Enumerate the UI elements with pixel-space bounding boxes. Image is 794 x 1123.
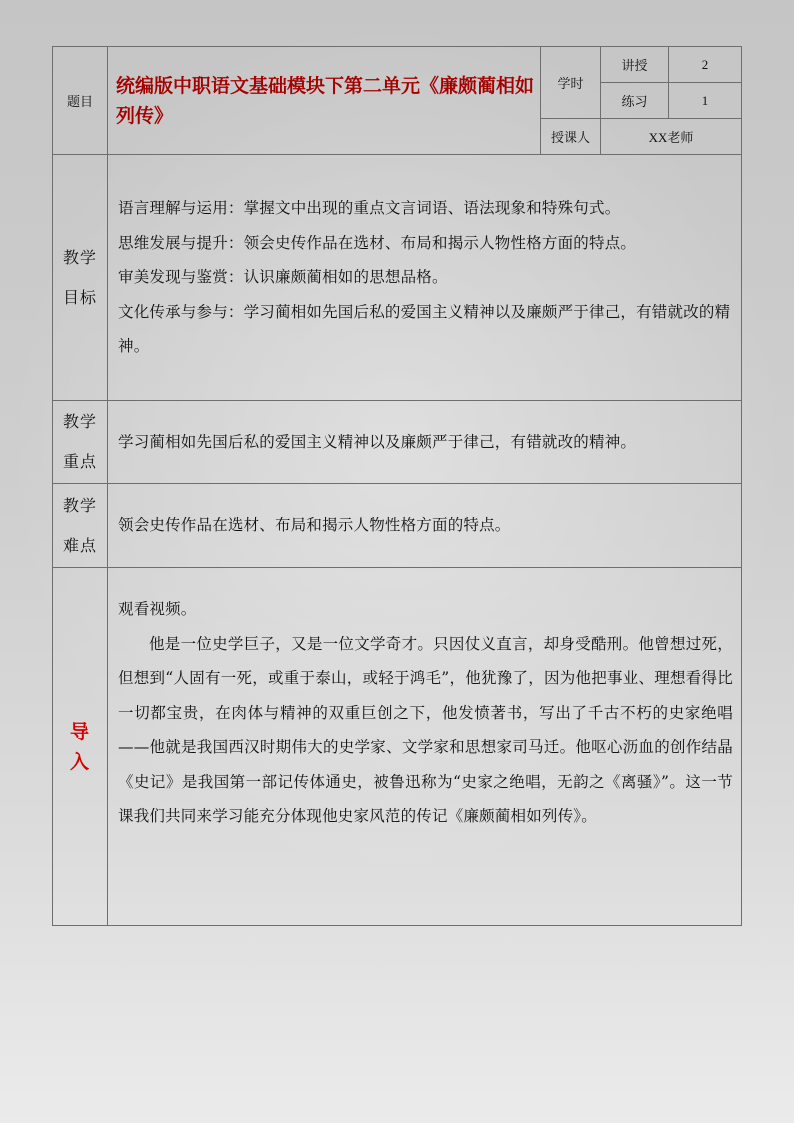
- practice-hours: 1: [669, 83, 742, 119]
- intro-content: [108, 568, 742, 926]
- lecture-hours: 2: [669, 47, 742, 83]
- key-points-label-line1: 教学: [62, 412, 97, 431]
- lecture-label: 讲授: [601, 47, 669, 83]
- difficulties-label-line1: 教学: [62, 495, 97, 515]
- difficulties-row: [53, 484, 742, 568]
- objectives-label-line1: 教学: [62, 247, 97, 267]
- teacher-name: XX老师: [601, 119, 742, 155]
- key-points-content: [108, 401, 742, 484]
- key-points-label-line2: 重点: [62, 452, 97, 471]
- intro-label-line1: 导: [69, 720, 90, 743]
- objective-item: 文化传承与参与：学习蔺相如先国后私的爱国主义精神以及廉颇严于律己，有错就改的精神。: [118, 302, 731, 356]
- lesson-title: 统编版中职语文基础模块下第二单元《廉颇蔺相如列传》: [108, 47, 541, 155]
- difficulties-label-line2: 难点: [62, 535, 97, 555]
- key-points-label: [53, 401, 108, 484]
- intro-label-line2: 入: [69, 750, 90, 773]
- objectives-row: [53, 155, 742, 401]
- difficulties-label: [53, 484, 108, 568]
- practice-label: 练习: [601, 83, 669, 119]
- key-points-text: 学习蔺相如先国后私的爱国主义精神以及廉颇严于律己，有错就改的精神。: [118, 432, 637, 451]
- difficulties-content: [108, 484, 742, 568]
- lesson-plan-table: [52, 46, 742, 926]
- header-row-1: [53, 47, 742, 83]
- teacher-label: 授课人: [541, 119, 601, 155]
- objective-item: 语言理解与运用：掌握文中出现的重点文言词语、语法现象和特殊句式。: [118, 199, 621, 218]
- objectives-content: [108, 155, 742, 401]
- intro-line1: 观看视频。: [118, 600, 197, 618]
- difficulties-text: 领会史传作品在选材、布局和揭示人物性格方面的特点。: [118, 516, 511, 535]
- intro-row: [53, 568, 742, 926]
- intro-paragraph: 他是一位史学巨子，又是一位文学奇才。只因仗义直言，却身受酷刑。他曾想过死，但想到“人固有一死，或重于泰山，或轻于鸿毛”，他犹豫了，因为他把事业、理想看得比一切都宝贵，在肉体与精神的双重巨创之下，他发愤著书，写出了千古不朽的史家绝唱——他就是我国西汉时期伟大的史学家、文学家和思想家司马迁。他呕心沥血的创作结晶《史记》是我国第一部记传体通史，被鲁迅称为“史家之绝唱，无韵之《离骚》”。这一节课我们共同来学习能充分体现他史家风范的传记《廉颇蔺相如列传》。: [118, 634, 733, 825]
- hours-label: 学时: [541, 47, 601, 119]
- intro-label: [53, 568, 108, 926]
- key-points-row: [53, 401, 742, 484]
- objectives-label-line2: 目标: [62, 287, 97, 307]
- objective-item: 思维发展与提升：领会史传作品在选材、布局和揭示人物性格方面的特点。: [118, 233, 637, 252]
- title-label: 题目: [53, 47, 108, 155]
- objective-item: 审美发现与鉴赏：认识廉颇蔺相如的思想品格。: [118, 268, 448, 287]
- objectives-label: [53, 155, 108, 401]
